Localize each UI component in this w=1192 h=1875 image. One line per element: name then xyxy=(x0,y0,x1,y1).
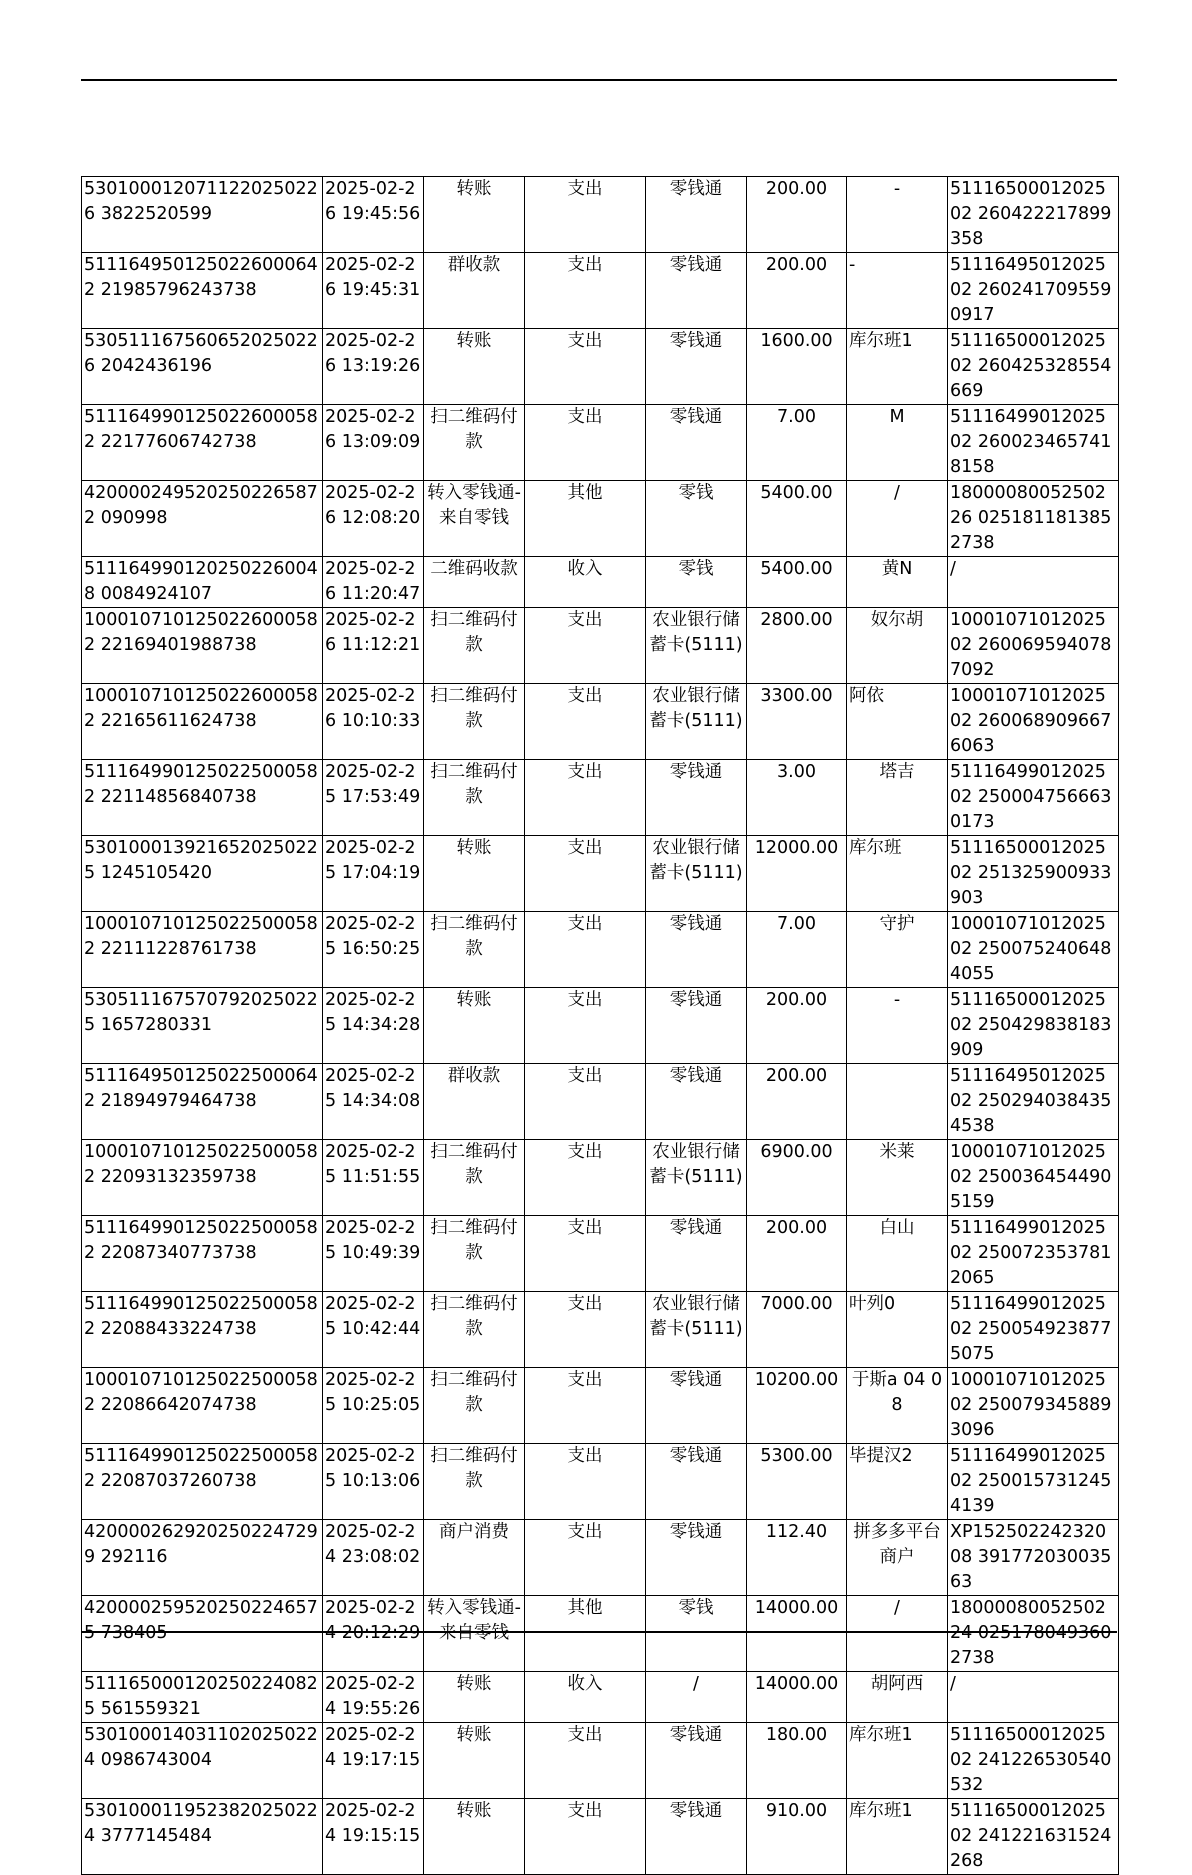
cell-amount: 3300.00 xyxy=(747,684,847,760)
table-row xyxy=(82,177,1119,253)
table-row xyxy=(82,912,1119,988)
cell-counterparty: - xyxy=(847,177,948,253)
cell-direction: 支出 xyxy=(525,1368,646,1444)
cell-merchant-id: 5111649501202502 2502940384354538 xyxy=(948,1064,1119,1140)
table-row xyxy=(82,329,1119,405)
cell-counterparty: 叶列0 xyxy=(847,1292,948,1368)
cell-merchant-id: 5111650001202502 260422217899358 xyxy=(948,177,1119,253)
cell-type: 扫二维码付款 xyxy=(424,1368,525,1444)
cell-amount: 200.00 xyxy=(747,1216,847,1292)
cell-method: 零钱通 xyxy=(646,1799,747,1875)
cell-merchant-id: 1000107101202502 2600695940787092 xyxy=(948,608,1119,684)
cell-order-id: 4200002495202502265872 090998 xyxy=(82,481,323,557)
cell-merchant-id: 1800008005250224 0251780493602738 xyxy=(948,1596,1119,1672)
cell-type: 转入零钱通-来自零钱 xyxy=(424,1596,525,1672)
cell-order-id: 1000107101250225000582 22086642074738 xyxy=(82,1368,323,1444)
cell-time: 2025-02-26 11:12:21 xyxy=(323,608,424,684)
cell-time: 2025-02-25 10:25:05 xyxy=(323,1368,424,1444)
cell-merchant-id: 5111649901202502 2500157312454139 xyxy=(948,1444,1119,1520)
cell-time: 2025-02-26 11:20:47 xyxy=(323,557,424,608)
cell-direction: 其他 xyxy=(525,1596,646,1672)
cell-type: 扫二维码付款 xyxy=(424,760,525,836)
cell-type: 扫二维码付款 xyxy=(424,1140,525,1216)
cell-time: 2025-02-26 19:45:31 xyxy=(323,253,424,329)
cell-merchant-id: 5111650001202502 251325900933903 xyxy=(948,836,1119,912)
cell-order-id: 5305111675707920250225 1657280331 xyxy=(82,988,323,1064)
cell-counterparty: 黄N xyxy=(847,557,948,608)
cell-type: 群收款 xyxy=(424,1064,525,1140)
table-row xyxy=(82,988,1119,1064)
cell-time: 2025-02-25 10:49:39 xyxy=(323,1216,424,1292)
cell-amount: 5300.00 xyxy=(747,1444,847,1520)
cell-type: 扫二维码付款 xyxy=(424,608,525,684)
cell-order-id: 5111650001202502240825 561559321 xyxy=(82,1672,323,1723)
cell-direction: 支出 xyxy=(525,1140,646,1216)
cell-time: 2025-02-24 19:15:15 xyxy=(323,1799,424,1875)
cell-type: 商户消费 xyxy=(424,1520,525,1596)
cell-counterparty: 毕提汉2 xyxy=(847,1444,948,1520)
cell-direction: 支出 xyxy=(525,1444,646,1520)
table-row xyxy=(82,1672,1119,1723)
table-row xyxy=(82,1444,1119,1520)
table-row xyxy=(82,1368,1119,1444)
cell-order-id: 5301000140311020250224 0986743004 xyxy=(82,1723,323,1799)
cell-amount: 2800.00 xyxy=(747,608,847,684)
transaction-table xyxy=(81,176,1119,1875)
cell-direction: 支出 xyxy=(525,760,646,836)
cell-amount: 200.00 xyxy=(747,177,847,253)
cell-counterparty: - xyxy=(847,988,948,1064)
cell-time: 2025-02-26 12:08:20 xyxy=(323,481,424,557)
cell-method: 农业银行储蓄卡(5111) xyxy=(646,684,747,760)
cell-order-id: 5111649901250225000582 22114856840738 xyxy=(82,760,323,836)
cell-order-id: 1000107101250226000582 22169401988738 xyxy=(82,608,323,684)
cell-type: 转账 xyxy=(424,1672,525,1723)
cell-amount: 112.40 xyxy=(747,1520,847,1596)
table-row xyxy=(82,760,1119,836)
table-row xyxy=(82,684,1119,760)
cell-counterparty: - xyxy=(847,253,948,329)
cell-direction: 支出 xyxy=(525,684,646,760)
cell-merchant-id: 5111649901202502 2600234657418158 xyxy=(948,405,1119,481)
cell-method: 零钱通 xyxy=(646,1723,747,1799)
cell-merchant-id: / xyxy=(948,1672,1119,1723)
cell-merchant-id: XP15250224232008 39177203003563 xyxy=(948,1520,1119,1596)
cell-type: 转账 xyxy=(424,1799,525,1875)
cell-method: 零钱通 xyxy=(646,988,747,1064)
cell-method: 零钱通 xyxy=(646,177,747,253)
cell-order-id: 5301000139216520250225 1245105420 xyxy=(82,836,323,912)
cell-method: 零钱 xyxy=(646,1596,747,1672)
cell-amount: 200.00 xyxy=(747,253,847,329)
cell-time: 2025-02-26 13:09:09 xyxy=(323,405,424,481)
cell-amount: 3.00 xyxy=(747,760,847,836)
cell-amount: 14000.00 xyxy=(747,1596,847,1672)
cell-order-id: 5111649901202502260048 0084924107 xyxy=(82,557,323,608)
footer-rule xyxy=(81,1631,1117,1633)
cell-time: 2025-02-25 14:34:08 xyxy=(323,1064,424,1140)
cell-time: 2025-02-24 20:12:29 xyxy=(323,1596,424,1672)
cell-direction: 支出 xyxy=(525,988,646,1064)
cell-time: 2025-02-25 17:53:49 xyxy=(323,760,424,836)
cell-time: 2025-02-24 19:17:15 xyxy=(323,1723,424,1799)
cell-counterparty: / xyxy=(847,1596,948,1672)
cell-method: 零钱通 xyxy=(646,329,747,405)
cell-order-id: 5111649901250225000582 22087037260738 xyxy=(82,1444,323,1520)
cell-method: 零钱通 xyxy=(646,1520,747,1596)
cell-order-id: 5111649901250225000582 22088433224738 xyxy=(82,1292,323,1368)
cell-amount: 12000.00 xyxy=(747,836,847,912)
cell-merchant-id: 1000107101202502 2500793458893096 xyxy=(948,1368,1119,1444)
cell-type: 扫二维码付款 xyxy=(424,912,525,988)
cell-order-id: 5301000120711220250226 3822520599 xyxy=(82,177,323,253)
cell-amount: 200.00 xyxy=(747,988,847,1064)
cell-direction: 支出 xyxy=(525,836,646,912)
cell-time: 2025-02-26 13:19:26 xyxy=(323,329,424,405)
cell-type: 转账 xyxy=(424,836,525,912)
table-row xyxy=(82,1596,1119,1672)
cell-counterparty: 库尔班 xyxy=(847,836,948,912)
table-row xyxy=(82,1292,1119,1368)
cell-amount: 7000.00 xyxy=(747,1292,847,1368)
cell-merchant-id: 5111650001202502 250429838183909 xyxy=(948,988,1119,1064)
cell-method: 零钱通 xyxy=(646,1064,747,1140)
cell-direction: 支出 xyxy=(525,1216,646,1292)
cell-counterparty: 阿依 xyxy=(847,684,948,760)
table-row xyxy=(82,1140,1119,1216)
cell-method: 零钱 xyxy=(646,557,747,608)
cell-method: 零钱通 xyxy=(646,760,747,836)
cell-method: 农业银行储蓄卡(5111) xyxy=(646,1292,747,1368)
cell-counterparty: 守护 xyxy=(847,912,948,988)
table-row xyxy=(82,481,1119,557)
cell-method: 零钱 xyxy=(646,481,747,557)
cell-order-id: 1000107101250225000582 22111228761738 xyxy=(82,912,323,988)
cell-type: 扫二维码付款 xyxy=(424,1216,525,1292)
table-row xyxy=(82,1520,1119,1596)
cell-amount: 7.00 xyxy=(747,405,847,481)
cell-counterparty: 于斯a 04 08 xyxy=(847,1368,948,1444)
cell-amount: 14000.00 xyxy=(747,1672,847,1723)
cell-merchant-id: 5111649901202502 2500723537812065 xyxy=(948,1216,1119,1292)
cell-type: 转账 xyxy=(424,329,525,405)
cell-method: 零钱通 xyxy=(646,405,747,481)
cell-direction: 收入 xyxy=(525,1672,646,1723)
cell-type: 转账 xyxy=(424,177,525,253)
cell-direction: 支出 xyxy=(525,253,646,329)
cell-method: 零钱通 xyxy=(646,1444,747,1520)
cell-merchant-id: 5111649501202502 2602417095590917 xyxy=(948,253,1119,329)
cell-time: 2025-02-25 16:50:25 xyxy=(323,912,424,988)
cell-direction: 其他 xyxy=(525,481,646,557)
cell-type: 扫二维码付款 xyxy=(424,684,525,760)
cell-merchant-id: 5111650001202502 241226530540532 xyxy=(948,1723,1119,1799)
table-row xyxy=(82,253,1119,329)
cell-order-id: 5111649501250225000642 21894979464738 xyxy=(82,1064,323,1140)
cell-merchant-id: 1000107101202502 2500752406484055 xyxy=(948,912,1119,988)
cell-merchant-id: 1800008005250226 0251811813852738 xyxy=(948,481,1119,557)
cell-type: 转账 xyxy=(424,1723,525,1799)
cell-type: 扫二维码付款 xyxy=(424,1292,525,1368)
cell-amount: 200.00 xyxy=(747,1064,847,1140)
cell-direction: 支出 xyxy=(525,608,646,684)
cell-type: 转账 xyxy=(424,988,525,1064)
table-row xyxy=(82,1799,1119,1875)
cell-order-id: 4200002629202502247299 292116 xyxy=(82,1520,323,1596)
cell-counterparty: 白山 xyxy=(847,1216,948,1292)
cell-method: 零钱通 xyxy=(646,1368,747,1444)
cell-amount: 910.00 xyxy=(747,1799,847,1875)
cell-direction: 支出 xyxy=(525,1520,646,1596)
cell-type: 扫二维码付款 xyxy=(424,1444,525,1520)
cell-counterparty: 库尔班1 xyxy=(847,1799,948,1875)
cell-time: 2025-02-25 11:51:55 xyxy=(323,1140,424,1216)
cell-merchant-id: 5111649901202502 2500047566630173 xyxy=(948,760,1119,836)
cell-time: 2025-02-25 10:13:06 xyxy=(323,1444,424,1520)
cell-merchant-id: / xyxy=(948,557,1119,608)
cell-direction: 收入 xyxy=(525,557,646,608)
cell-direction: 支出 xyxy=(525,1064,646,1140)
cell-time: 2025-02-24 19:55:26 xyxy=(323,1672,424,1723)
table-row xyxy=(82,1216,1119,1292)
cell-counterparty xyxy=(847,1064,948,1140)
cell-merchant-id: 1000107101202502 2500364544905159 xyxy=(948,1140,1119,1216)
cell-type: 二维码收款 xyxy=(424,557,525,608)
cell-amount: 10200.00 xyxy=(747,1368,847,1444)
table-row xyxy=(82,405,1119,481)
cell-amount: 5400.00 xyxy=(747,481,847,557)
cell-time: 2025-02-26 10:10:33 xyxy=(323,684,424,760)
cell-method: / xyxy=(646,1672,747,1723)
cell-order-id: 1000107101250226000582 22165611624738 xyxy=(82,684,323,760)
cell-direction: 支出 xyxy=(525,1723,646,1799)
cell-merchant-id: 1000107101202502 2600689096676063 xyxy=(948,684,1119,760)
cell-order-id: 4200002595202502246575 738405 xyxy=(82,1596,323,1672)
cell-amount: 180.00 xyxy=(747,1723,847,1799)
cell-method: 零钱通 xyxy=(646,912,747,988)
cell-method: 农业银行储蓄卡(5111) xyxy=(646,1140,747,1216)
cell-counterparty: 米莱 xyxy=(847,1140,948,1216)
cell-amount: 7.00 xyxy=(747,912,847,988)
cell-amount: 1600.00 xyxy=(747,329,847,405)
cell-counterparty: 库尔班1 xyxy=(847,1723,948,1799)
table-row xyxy=(82,836,1119,912)
cell-order-id: 5305111675606520250226 2042436196 xyxy=(82,329,323,405)
cell-amount: 5400.00 xyxy=(747,557,847,608)
cell-time: 2025-02-26 19:45:56 xyxy=(323,177,424,253)
cell-direction: 支出 xyxy=(525,177,646,253)
table-row xyxy=(82,557,1119,608)
cell-counterparty: 库尔班1 xyxy=(847,329,948,405)
cell-order-id: 5111649901250226000582 22177606742738 xyxy=(82,405,323,481)
header-rule xyxy=(81,79,1117,81)
cell-direction: 支出 xyxy=(525,1292,646,1368)
cell-time: 2025-02-25 10:42:44 xyxy=(323,1292,424,1368)
cell-time: 2025-02-24 23:08:02 xyxy=(323,1520,424,1596)
cell-order-id: 5301000119523820250224 3777145484 xyxy=(82,1799,323,1875)
cell-counterparty: 塔吉 xyxy=(847,760,948,836)
cell-method: 农业银行储蓄卡(5111) xyxy=(646,608,747,684)
cell-method: 零钱通 xyxy=(646,1216,747,1292)
cell-counterparty: 拼多多平台商户 xyxy=(847,1520,948,1596)
cell-counterparty: M xyxy=(847,405,948,481)
cell-direction: 支出 xyxy=(525,1799,646,1875)
cell-time: 2025-02-25 17:04:19 xyxy=(323,836,424,912)
cell-direction: 支出 xyxy=(525,405,646,481)
cell-order-id: 5111649501250226000642 21985796243738 xyxy=(82,253,323,329)
cell-counterparty: 胡阿西 xyxy=(847,1672,948,1723)
cell-order-id: 5111649901250225000582 22087340773738 xyxy=(82,1216,323,1292)
cell-amount: 6900.00 xyxy=(747,1140,847,1216)
cell-merchant-id: 5111650001202502 260425328554669 xyxy=(948,329,1119,405)
cell-type: 扫二维码付款 xyxy=(424,405,525,481)
cell-counterparty: 奴尔胡 xyxy=(847,608,948,684)
cell-method: 农业银行储蓄卡(5111) xyxy=(646,836,747,912)
cell-type: 转入零钱通-来自零钱 xyxy=(424,481,525,557)
cell-order-id: 1000107101250225000582 22093132359738 xyxy=(82,1140,323,1216)
cell-direction: 支出 xyxy=(525,912,646,988)
cell-direction: 支出 xyxy=(525,329,646,405)
cell-merchant-id: 5111650001202502 241221631524268 xyxy=(948,1799,1119,1875)
cell-type: 群收款 xyxy=(424,253,525,329)
cell-time: 2025-02-25 14:34:28 xyxy=(323,988,424,1064)
cell-method: 零钱通 xyxy=(646,253,747,329)
table-row xyxy=(82,1723,1119,1799)
cell-counterparty: / xyxy=(847,481,948,557)
table-row xyxy=(82,608,1119,684)
table-row xyxy=(82,1064,1119,1140)
cell-merchant-id: 5111649901202502 2500549238775075 xyxy=(948,1292,1119,1368)
